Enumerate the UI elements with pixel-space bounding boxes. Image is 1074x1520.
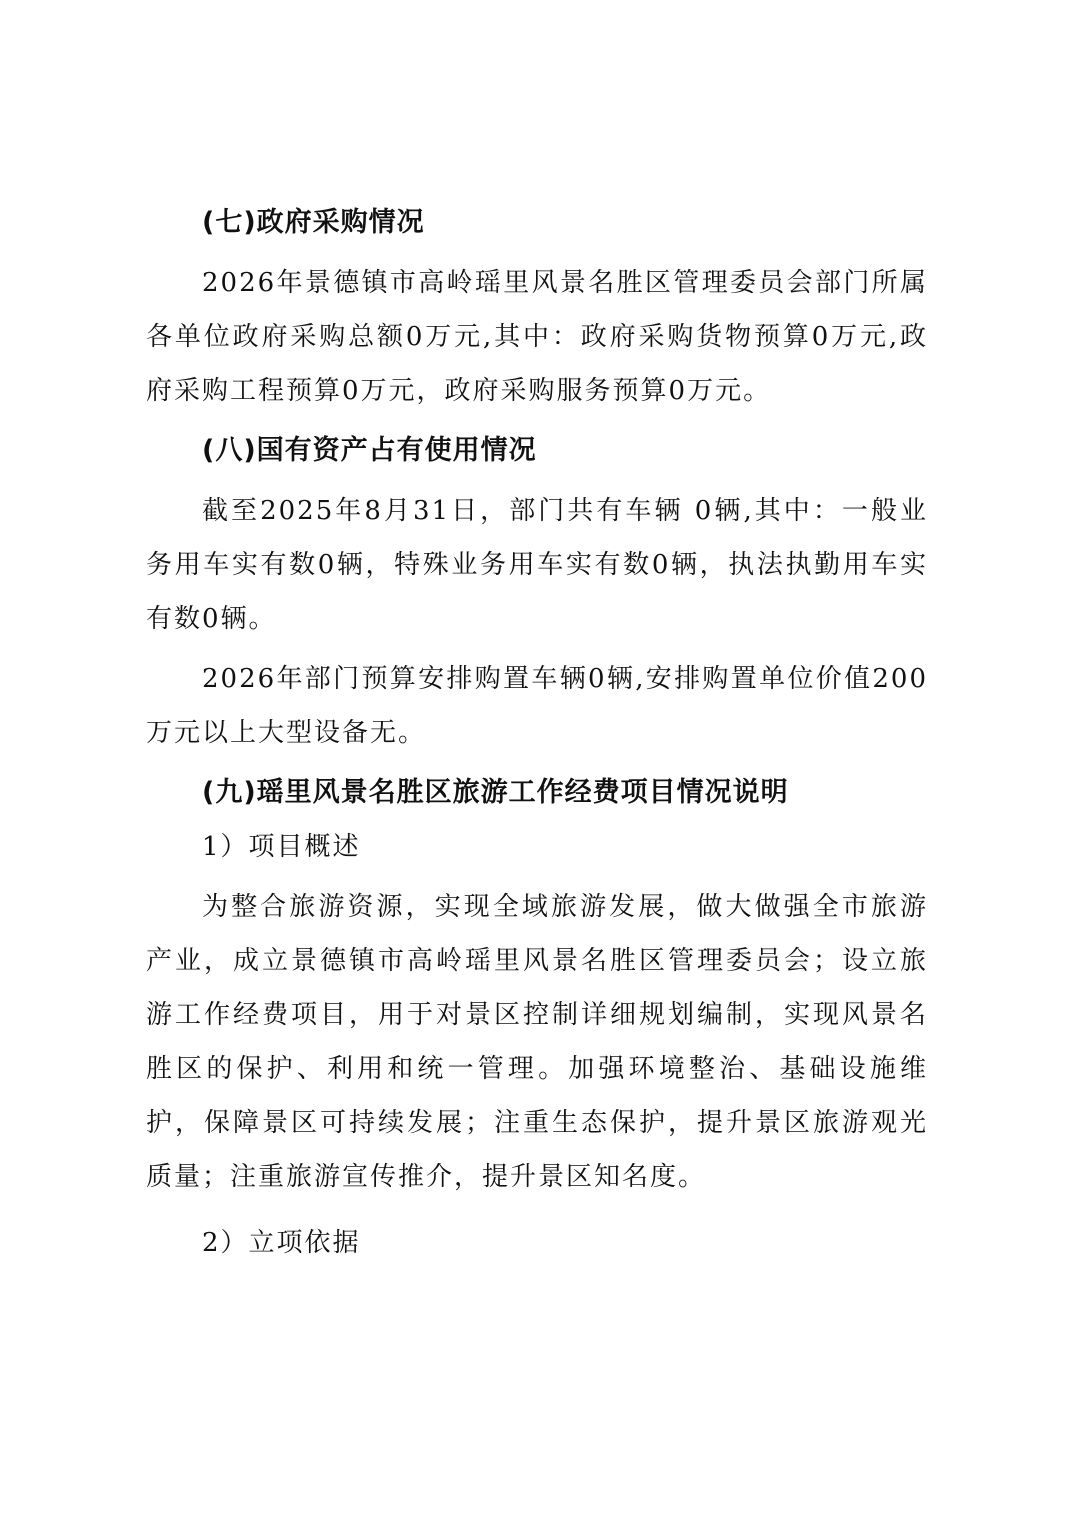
section-heading-tourism: (九)瑶里风景名胜区旅游工作经费项目情况说明 [202,777,789,808]
document-content [146,196,928,1270]
tourism-item-basis: 2）立项依据 [202,1228,361,1258]
tourism-overview-paragraph: 为整合旅游资源，实现全域旅游发展，做大做强全市旅游产业，成立景德镇市高岭瑶里风景名胜区管理委员会；设立旅游工作经费项目，用于对景区控制详细规划编制，实现风景名胜区的保护、利用和统一管理。加强环境整治、基础设施维护，保障景区可持续发展；注重生态保护，提升景区旅游观光质量；注重旅游宣传推介，提升景区知名度。 [146,892,928,1192]
tourism-item-overview: 1）项目概述 [202,832,361,862]
section-heading-assets: (八)国有资产占有使用情况 [202,435,537,466]
assets-vehicles-paragraph: 截至2025年8月31日，部门共有车辆 0辆,其中：一般业务用车实有数0辆，特殊业务用车实有数0辆，执法执勤用车实有数0辆。 [146,496,928,634]
section-heading-procurement: (七)政府采购情况 [202,207,425,238]
assets-purchase-paragraph: 2026年部门预算安排购置车辆0辆,安排购置单位价值200万元以上大型设备无。 [146,664,928,748]
procurement-paragraph: 2026年景德镇市高岭瑶里风景名胜区管理委员会部门所属各单位政府采购总额0万元,其中：政府采购货物预算0万元,政府采购工程预算0万元，政府采购服务预算0万元。 [146,268,928,406]
